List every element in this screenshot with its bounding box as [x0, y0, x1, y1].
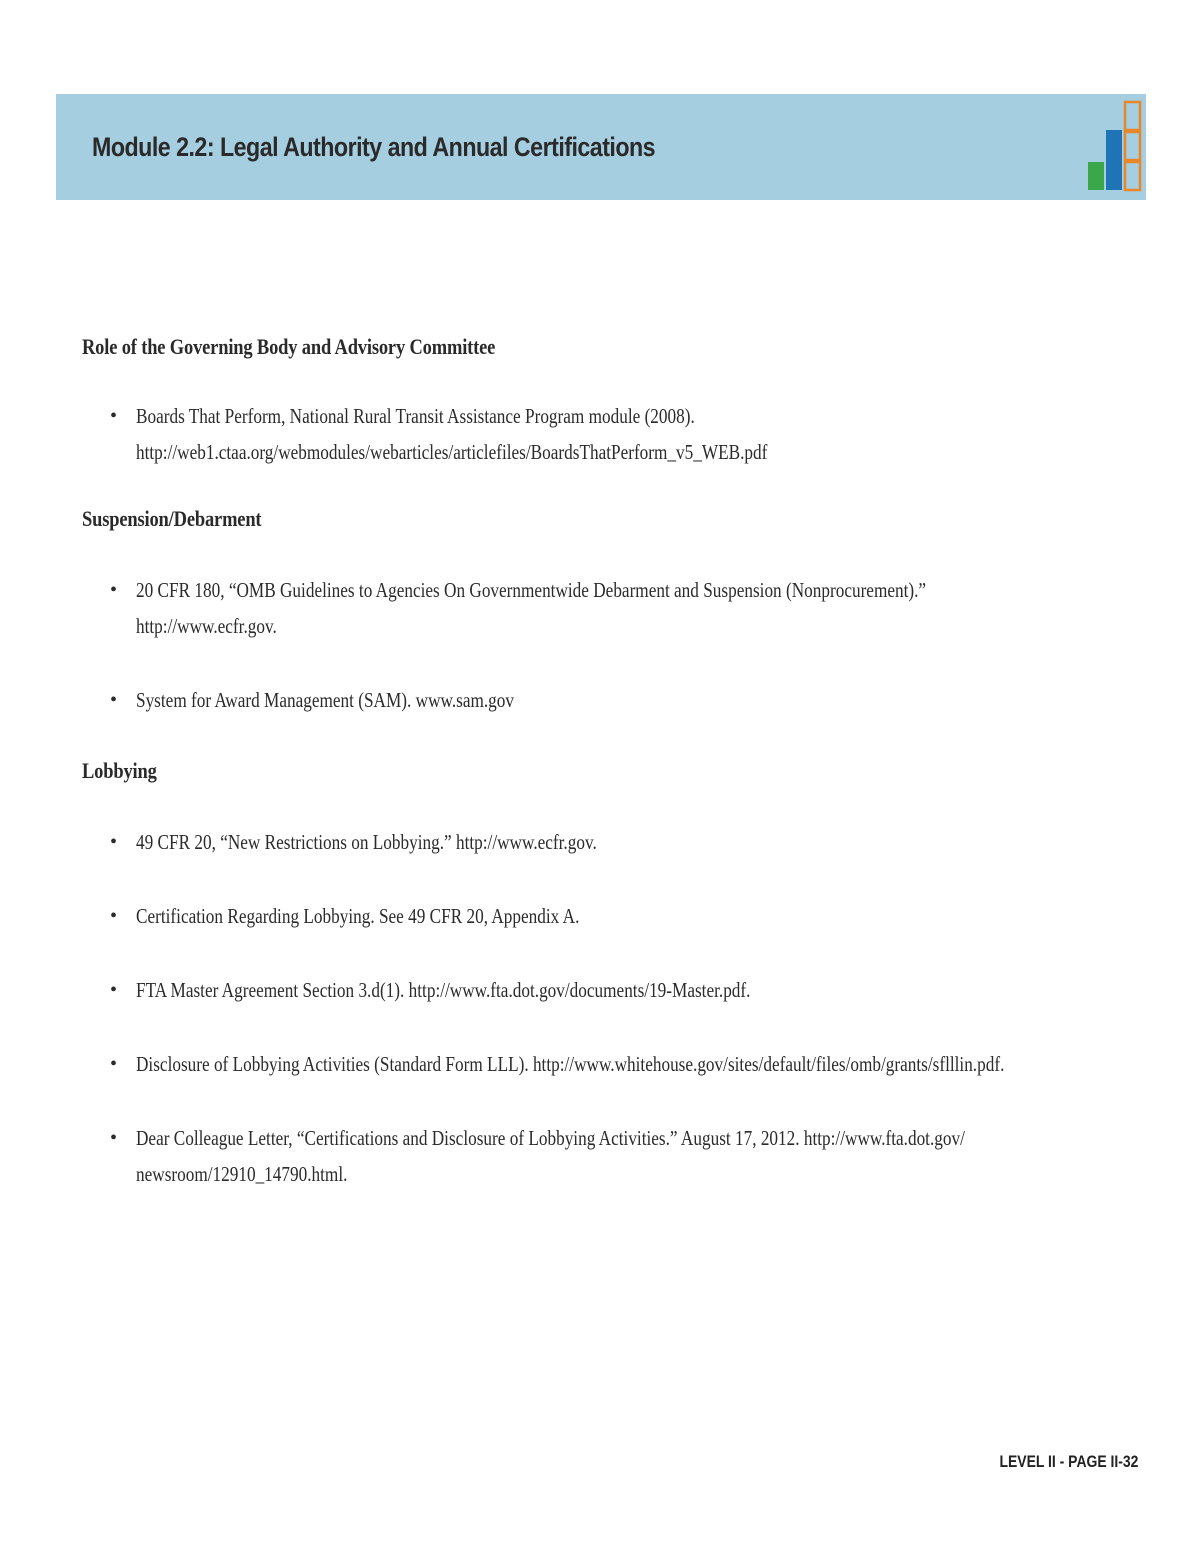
reference-link[interactable]: http://www.ecfr.gov.: [136, 614, 277, 638]
list-item: [82, 682, 1142, 718]
bullet-icon: •: [110, 979, 118, 1001]
bar-chart-logo-icon: [1086, 100, 1142, 192]
reference-text: Disclosure of Lobbying Activities (Standard Form LLL). http://www.whitehouse.gov/sites/default/files/omb/grants/sflllin.pdf.: [136, 1052, 1005, 1076]
reference-list: [82, 398, 1142, 470]
bullet-icon: •: [110, 689, 118, 711]
bullet-icon: •: [110, 405, 118, 427]
bullet-icon: •: [110, 1053, 118, 1075]
reference-list: [82, 572, 1142, 718]
bullet-icon: •: [110, 1127, 118, 1149]
reference-list: [82, 824, 1142, 1192]
reference-text: System for Award Management (SAM). www.sam.gov: [136, 688, 515, 712]
section-heading-lobbying: Lobbying: [82, 758, 157, 783]
list-item: [82, 1120, 1142, 1192]
reference-text: FTA Master Agreement Section 3.d(1). http://www.fta.dot.gov/documents/19-Master.pdf.: [136, 978, 751, 1002]
reference-text: Dear Colleague Letter, “Certifications and Disclosure of Lobbying Activities.” August 17, 2012. http://www.fta.dot.gov/: [136, 1126, 965, 1150]
list-item: [82, 898, 1142, 934]
reference-link[interactable]: newsroom/12910_14790.html.: [136, 1162, 348, 1186]
section-heading-suspension-debarment: Suspension/Debarment: [82, 506, 262, 531]
reference-text: Boards That Perform, National Rural Transit Assistance Program module (2008).: [136, 404, 695, 428]
document-body: [82, 330, 1142, 1192]
list-item: [82, 824, 1142, 860]
reference-text: 49 CFR 20, “New Restrictions on Lobbying.” http://www.ecfr.gov.: [136, 830, 597, 854]
reference-text: 20 CFR 180, “OMB Guidelines to Agencies On Governmentwide Debarment and Suspension (Nonprocurement).”: [136, 578, 927, 602]
list-item: [82, 972, 1142, 1008]
reference-link[interactable]: http://web1.ctaa.org/webmodules/webarticles/articlefiles/BoardsThatPerform_v5_WEB.pdf: [136, 440, 768, 464]
list-item: [82, 398, 1142, 470]
bullet-icon: •: [110, 905, 118, 927]
bullet-icon: •: [110, 579, 118, 601]
module-header-band: [56, 94, 1146, 200]
bullet-icon: •: [110, 831, 118, 853]
list-item: [82, 572, 1142, 644]
page-number: LEVEL II - PAGE II-32: [999, 1452, 1138, 1471]
reference-text: Certification Regarding Lobbying. See 49 CFR 20, Appendix A.: [136, 904, 580, 928]
section-heading-governing-body: Role of the Governing Body and Advisory Committee: [82, 334, 496, 359]
list-item: [82, 1046, 1142, 1082]
module-title: Module 2.2: Legal Authority and Annual Certifications: [92, 132, 656, 162]
